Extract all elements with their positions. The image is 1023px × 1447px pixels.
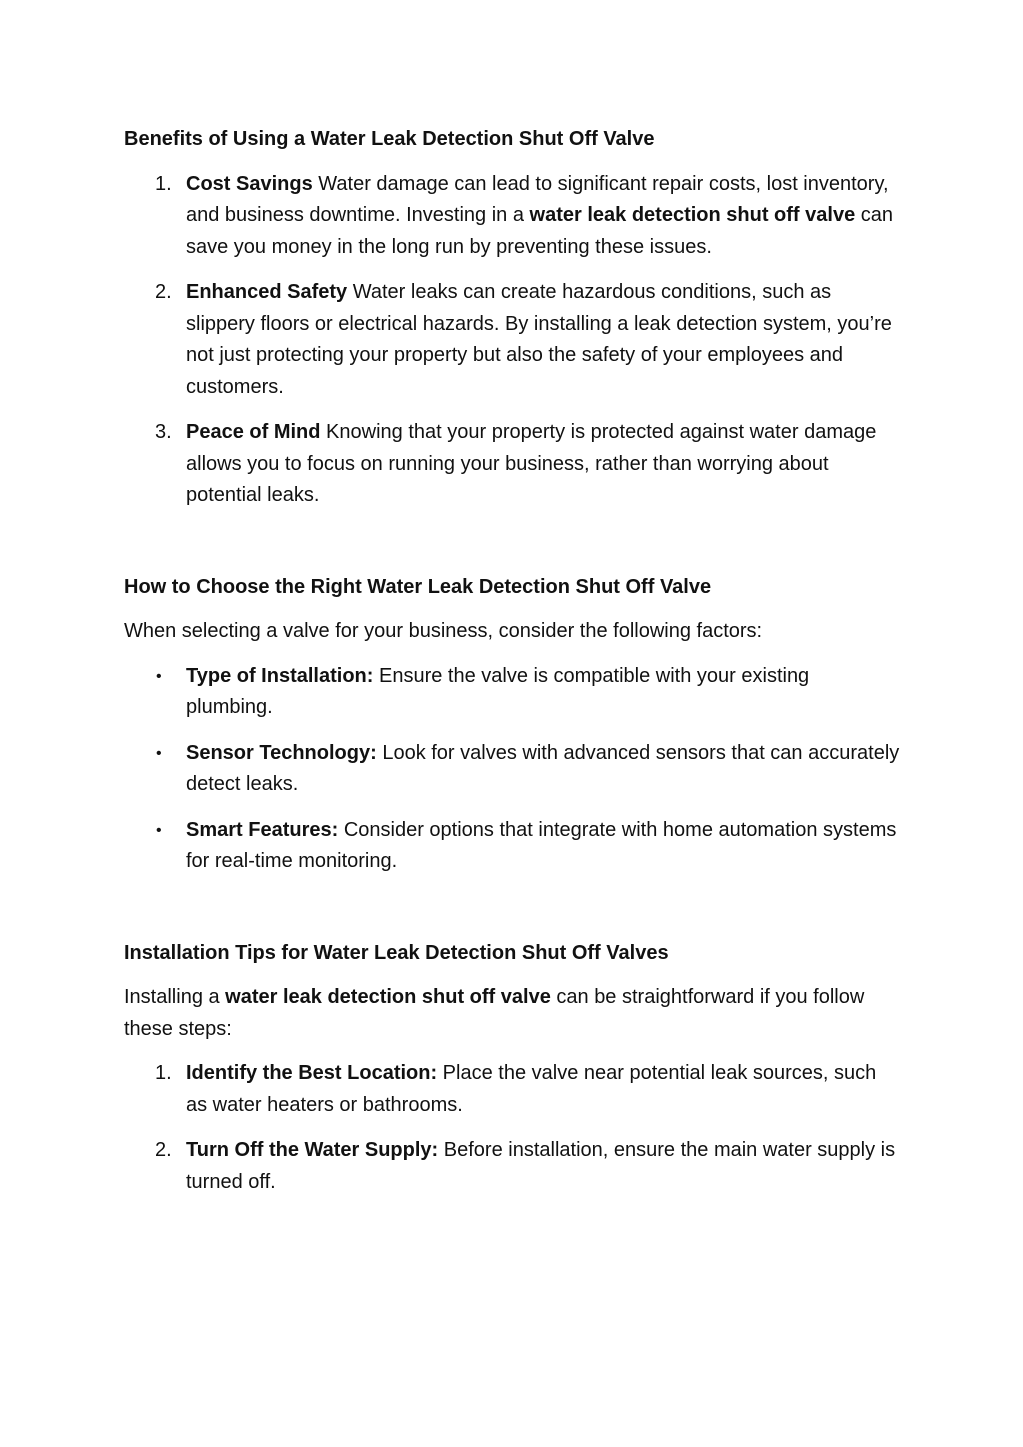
bullet-icon: • xyxy=(156,821,162,839)
section-heading-installation: Installation Tips for Water Leak Detection Shut Off Valves xyxy=(124,941,669,964)
list-item xyxy=(124,277,900,403)
item-text: Place the valve near potential leak sources, such as water heaters or bathrooms. xyxy=(186,1062,877,1116)
list-item xyxy=(124,169,900,264)
item-text: can save you money in the long run by preventing these issues. xyxy=(186,204,894,258)
list-item xyxy=(124,1135,900,1198)
steps-list xyxy=(124,1058,900,1198)
intro-text: Installing a xyxy=(124,986,226,1008)
list-number: 1. xyxy=(155,1062,172,1084)
section-spacer xyxy=(124,526,900,572)
bullet-icon: • xyxy=(156,744,162,762)
item-title: Cost Savings xyxy=(186,172,313,195)
section-heading-benefits: Benefits of Using a Water Leak Detection Shut Off Valve xyxy=(124,128,655,150)
document-page xyxy=(124,124,900,1212)
list-item xyxy=(124,1058,900,1121)
item-text: Water damage can lead to significant repair costs, lost inventory, and business downtime. Investing in a xyxy=(186,172,889,226)
list-number: 2. xyxy=(155,281,172,303)
bullet-icon: • xyxy=(156,667,162,685)
item-title: Sensor Technology: xyxy=(186,741,377,764)
section-intro: When selecting a valve for your business, consider the following factors: xyxy=(124,620,763,642)
factors-list xyxy=(124,661,900,878)
list-number: 1. xyxy=(155,172,172,195)
section-spacer xyxy=(124,892,900,938)
list-item xyxy=(124,738,900,801)
list-item xyxy=(124,661,900,724)
benefits-list xyxy=(124,169,900,512)
intro-text: can be straightforward if you follow these steps: xyxy=(124,986,865,1040)
item-title: Enhanced Safety xyxy=(186,281,348,303)
item-keyword: water leak detection shut off valve xyxy=(529,204,856,226)
section-intro xyxy=(124,982,900,1045)
list-item xyxy=(124,815,900,878)
list-item xyxy=(124,417,900,512)
item-title: Type of Installation: xyxy=(186,664,374,687)
item-title: Smart Features: xyxy=(186,818,339,841)
item-text: Look for valves with advanced sensors that can accurately detect leaks. xyxy=(186,741,900,795)
item-text: Ensure the valve is compatible with your existing plumbing. xyxy=(186,664,810,718)
item-text: Water leaks can create hazardous conditions, such as slippery floors or electrical hazards. By installing a leak detection system, you’re not just protecting your property but also the safety of your employees and customers. xyxy=(186,281,892,398)
section-heading-choose: How to Choose the Right Water Leak Detection Shut Off Valve xyxy=(124,575,712,598)
list-number: 2. xyxy=(155,1139,172,1161)
item-text: Before installation, ensure the main water supply is turned off. xyxy=(186,1139,896,1193)
list-number: 3. xyxy=(155,421,172,443)
item-text: Consider options that integrate with home automation systems for real-time monitoring. xyxy=(186,818,897,872)
item-title: Identify the Best Location: xyxy=(186,1062,438,1084)
item-title: Turn Off the Water Supply: xyxy=(186,1139,439,1161)
item-title: Peace of Mind xyxy=(186,421,321,443)
item-text: Knowing that your property is protected against water damage allows you to focus on running your business, rather than worrying about potential leaks. xyxy=(186,421,877,506)
intro-keyword: water leak detection shut off valve xyxy=(225,986,551,1008)
